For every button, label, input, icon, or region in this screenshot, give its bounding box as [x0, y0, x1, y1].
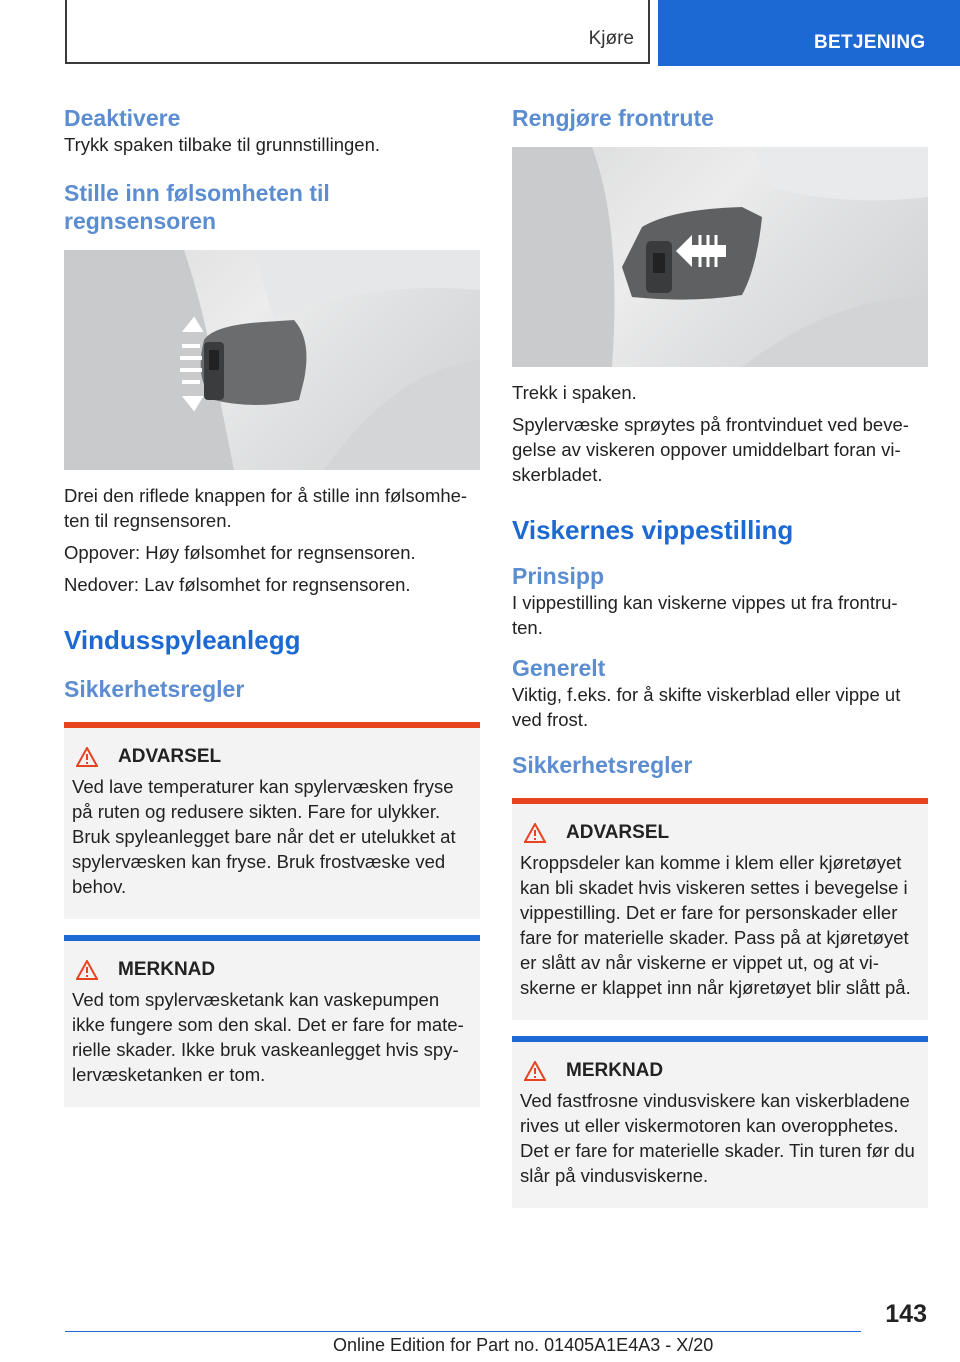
warning-text: Ved lave temperaturer kan spylervæsken fryse på ruten og redusere sikten. Fare for ulykker. Bruk spyleanlegget bare når det er utelukket at spylervæsken kan fryse. Bruk frostvæske ved behov. — [72, 776, 456, 897]
page-number: 143 — [885, 1300, 927, 1328]
note-text: Ved tom spylervæsketank kan vaskepumpen ikke fungere som den skal. Det er fare for mate-rielle skader. Ikke bruk vaskeanlegget hvis spy-lervæsketanken er tom. — [72, 989, 464, 1085]
text-deaktivere: Trykk spaken tilbake til grunnstillingen. — [64, 134, 381, 155]
text-nedover: Nedover: Lav følsomhet for regnsensoren. — [64, 574, 411, 595]
warning-text: Kroppsdeler kan komme i klem eller kjøretøyet kan bli skadet hvis viskeren settes i bevegelse i vippestilling. Det er fare for personskader eller fare for materielle skader. Pass på at kjøretøyet er slått av når viskerne er vippet ut, og at vi-skerne er klappet inn når kjøretøyet blir slått på. — [520, 852, 911, 998]
note-title: MERKNAD — [118, 959, 216, 980]
heading-vippestilling: Viskernes vippestilling — [512, 515, 794, 545]
warning-box-right — [512, 798, 928, 1020]
text-oppover: Oppover: Høy følsomhet for regnsensoren. — [64, 542, 416, 563]
figure-rain-sensor-knob — [64, 250, 480, 470]
header-chapter-box — [65, 0, 650, 64]
heading-generelt: Generelt — [512, 655, 606, 681]
header-section-tab — [658, 0, 960, 66]
warning-title: ADVARSEL — [566, 822, 670, 843]
warning-triangle-icon — [76, 960, 98, 980]
note-title: MERKNAD — [566, 1060, 664, 1081]
text-generelt: Viktig, f.eks. for å skifte viskerblad eller vippe ut ved frost. — [512, 684, 901, 730]
note-box-right — [512, 1036, 928, 1208]
heading-deaktivere: Deaktivere — [64, 105, 181, 131]
heading-stille-inn: Stille inn følsomheten til regnsensoren — [64, 180, 330, 234]
footer-divider — [65, 1331, 861, 1332]
warning-triangle-icon — [76, 747, 98, 767]
note-text: Ved fastfrosne vindusviskere kan viskerbladene rives ut eller viskermotoren kan overopphetes. Det er fare for materielle skader. Tin turen før du slår på vindusviskerne. — [520, 1090, 915, 1186]
note-box — [64, 935, 480, 1107]
header-chapter: Kjøre — [588, 28, 634, 49]
right-column — [512, 100, 928, 1208]
heading-rengjore: Rengjøre frontrute — [512, 105, 714, 131]
warning-triangle-icon — [524, 1061, 546, 1081]
text-spyler: Spylervæske sprøytes på frontvinduet ved beve-gelse av viskeren oppover umiddelbart foran vi-skerbladet. — [512, 414, 909, 485]
warning-triangle-icon — [524, 823, 546, 843]
figure-wiper-lever-pull — [512, 147, 928, 367]
warning-box — [64, 722, 480, 919]
left-column — [64, 100, 480, 1107]
heading-vindusspyleanlegg: Vindusspyleanlegg — [64, 625, 301, 655]
heading-sikkerhetsregler-right: Sikkerhetsregler — [512, 752, 693, 778]
text-drei: Drei den riflede knappen for å stille inn følsomhe-ten til regnsensoren. — [64, 485, 468, 531]
warning-title: ADVARSEL — [118, 746, 222, 767]
heading-sikkerhetsregler: Sikkerhetsregler — [64, 676, 245, 702]
header-section: BETJENING — [814, 32, 926, 53]
footer-edition: Online Edition for Part no. 01405A1E4A3 - X/20 — [333, 1335, 714, 1355]
text-prinsipp: I vippestilling kan viskerne vippes ut fra frontru-ten. — [512, 592, 898, 638]
heading-prinsipp: Prinsipp — [512, 563, 605, 589]
text-trekk: Trekk i spaken. — [512, 382, 637, 403]
